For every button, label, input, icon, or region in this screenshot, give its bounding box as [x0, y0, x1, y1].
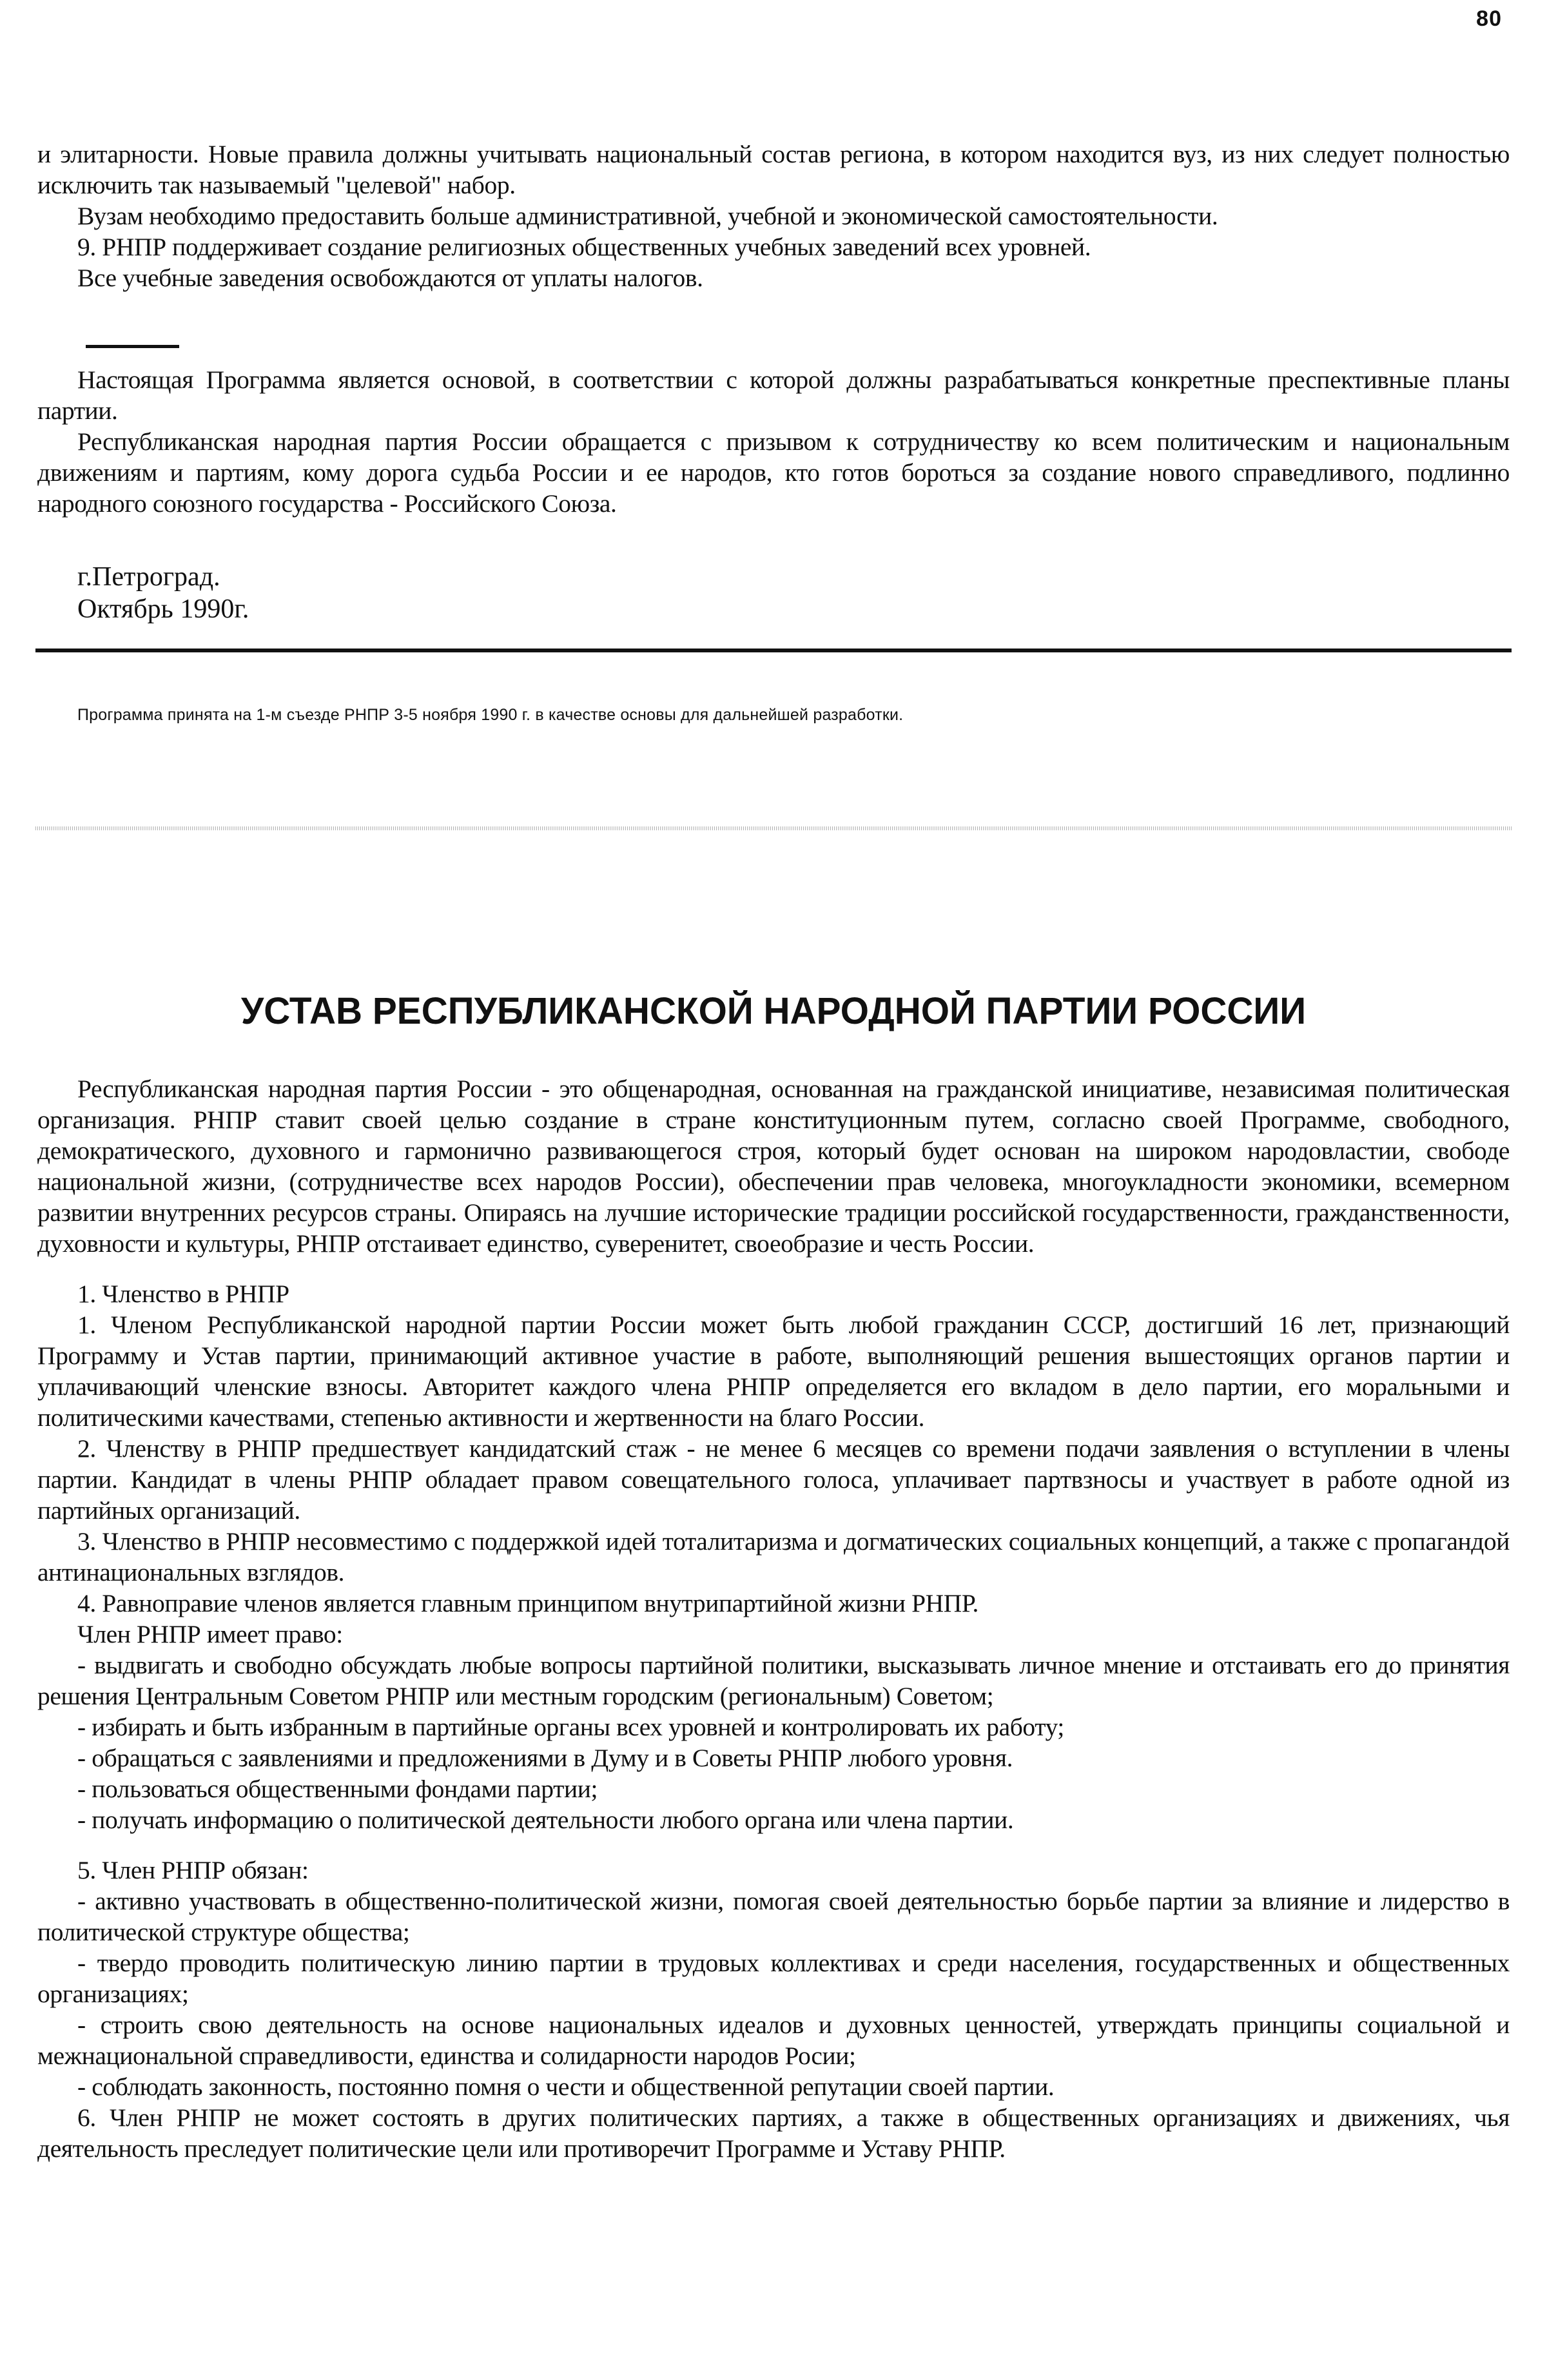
short-divider — [86, 345, 179, 348]
paragraph: и элитарности. Новые правила должны учитывать национальный состав региона, в котором находится вуз, из них следует полностью исключить так называемый "целевой" набор. — [37, 140, 1510, 199]
article: 1. Членом Республиканской народной партии России может быть любой гражданин СССР, достигший 16 лет, признающий Программу и Устав партии, принимающий активное участие в работе, выполняющий решения вышестоящих органов партии и уплачивающий членские взносы. Авторитет каждого члена РНПР определяется его вкладом в дело партии, его моральными и политическими качествами, степенью активности и жертвенности на благо России. — [37, 1311, 1510, 1432]
charter-title: УСТАВ РЕСПУБЛИКАНСКОЙ НАРОДНОЙ ПАРТИИ РОССИИ — [240, 990, 1307, 1032]
program-tail — [37, 139, 1510, 293]
article: 4. Равноправие членов является главным принципом внутрипартийной жизни РНПР. — [77, 1589, 979, 1617]
charter-intro: Республиканская народная партия России - это общенародная, основанная на гражданской инициативе, независимая политическая организация. РНПР ставит своей целью создание в стране конституционным путем, согласно своей Программе, свободного, демократического, духовного и гармонично развивающегося строя, который будет основан на широком народовластии, свободе национальной жизни, (сотрудничестве всех народов России), обеспечении прав человека, многоукладности экономики, всемерном развитии внутренних ресурсов страны. Опираясь на лучшие исторические традиции российской государственности, гражданственности, духовности и культуры, РНПР отстаивает единство, суверенитет, своеобразие и честь России. — [37, 1075, 1510, 1258]
duty-item: - строить свою деятельность на основе национальных идеалов и духовных ценностей, утверждать принципы социальной и межнациональной справедливости, единства и солидарности народов Росии; — [37, 2011, 1510, 2070]
right-item: - обращаться с заявлениями и предложениями в Думу и в Советы РНПР любого уровня. — [77, 1744, 1013, 1772]
right-item: - избирать и быть избранным в партийные органы всех уровней и контролировать их работу; — [77, 1713, 1064, 1741]
paragraph: Все учебные заведения освобождаются от уплаты налогов. — [77, 264, 703, 292]
rights-heading: Член РНПР имеет право: — [77, 1620, 343, 1648]
duties-heading: 5. Член РНПР обязан: — [77, 1856, 309, 1884]
paragraph: 9. РНПР поддерживает создание религиозных общественных учебных заведений всех уровней. — [77, 233, 1091, 261]
duty-item: - твердо проводить политическую линию партии в трудовых коллективах и среди населения, государственных и общественных организациях; — [37, 1949, 1510, 2008]
article: 2. Членству в РНПР предшествует кандидатский стаж - не менее 6 месяцев со времени подачи заявления о вступлении в члены партии. Кандидат в члены РНПР обладает правом совещательного голоса, уплачивает партвзносы и участвует в работе одной из партийных организаций. — [37, 1434, 1510, 1525]
thick-divider — [35, 649, 1512, 652]
article: 3. Членство в РНПР несовместимо с поддержкой идей тоталитаризма и догматических социальных концепций, а также с пропагандой антинациональных взглядов. — [37, 1527, 1510, 1586]
section-heading: 1. Членство в РНПР — [77, 1280, 289, 1308]
charter-body — [37, 1073, 1510, 2164]
signature-block — [77, 561, 249, 625]
right-item: - выдвигать и свободно обсуждать любые вопросы партийной политики, высказывать личное мнение и отстаивать его до принятия решения Центральным Советом РНПР или местным городским (региональным) Советом; — [37, 1651, 1510, 1710]
right-item: - получать информацию о политической деятельности любого органа или члена партии. — [77, 1806, 1014, 1834]
dotted-divider — [35, 826, 1512, 830]
right-item: - пользоваться общественными фондами партии; — [77, 1775, 598, 1803]
duty-item: - соблюдать законность, постоянно помня о чести и общественной репутации своей партии. — [77, 2073, 1055, 2101]
conclusion — [37, 364, 1510, 519]
adoption-note: Программа принята на 1-м съезде РНПР 3-5 ноября 1990 г. в качестве основы для дальнейшей разработки. — [77, 706, 904, 724]
article: 6. Член РНПР не может состоять в других политических партиях, а также в общественных организациях и движениях, чья деятельность преследует политические цели или противоречит Программе и Уставу РНПР. — [37, 2103, 1510, 2163]
signature-date: Октябрь 1990г. — [77, 594, 249, 624]
paragraph: Вузам необходимо предоставить больше административной, учебной и экономической самостоятельности. — [77, 202, 1218, 230]
signature-place: г.Петроград. — [77, 562, 220, 592]
paragraph: Республиканская народная партия России обращается с призывом к сотрудничеству ко всем политическим и национальным движениям и партиям, кому дорога судьба России и ее народов, кто готов бороться за создание нового справедливого, подлинно народного союзного государства - Российского Союза. — [37, 427, 1510, 518]
page-number: 80 — [1476, 6, 1502, 31]
duty-item: - активно участвовать в общественно-политической жизни, помогая своей деятельностью борьбе партии за влияние и лидерство в политической структуре общества; — [37, 1887, 1510, 1946]
paragraph: Настоящая Программа является основой, в соответствии с которой должны разрабатываться конкретные преспективные планы партии. — [37, 366, 1510, 425]
